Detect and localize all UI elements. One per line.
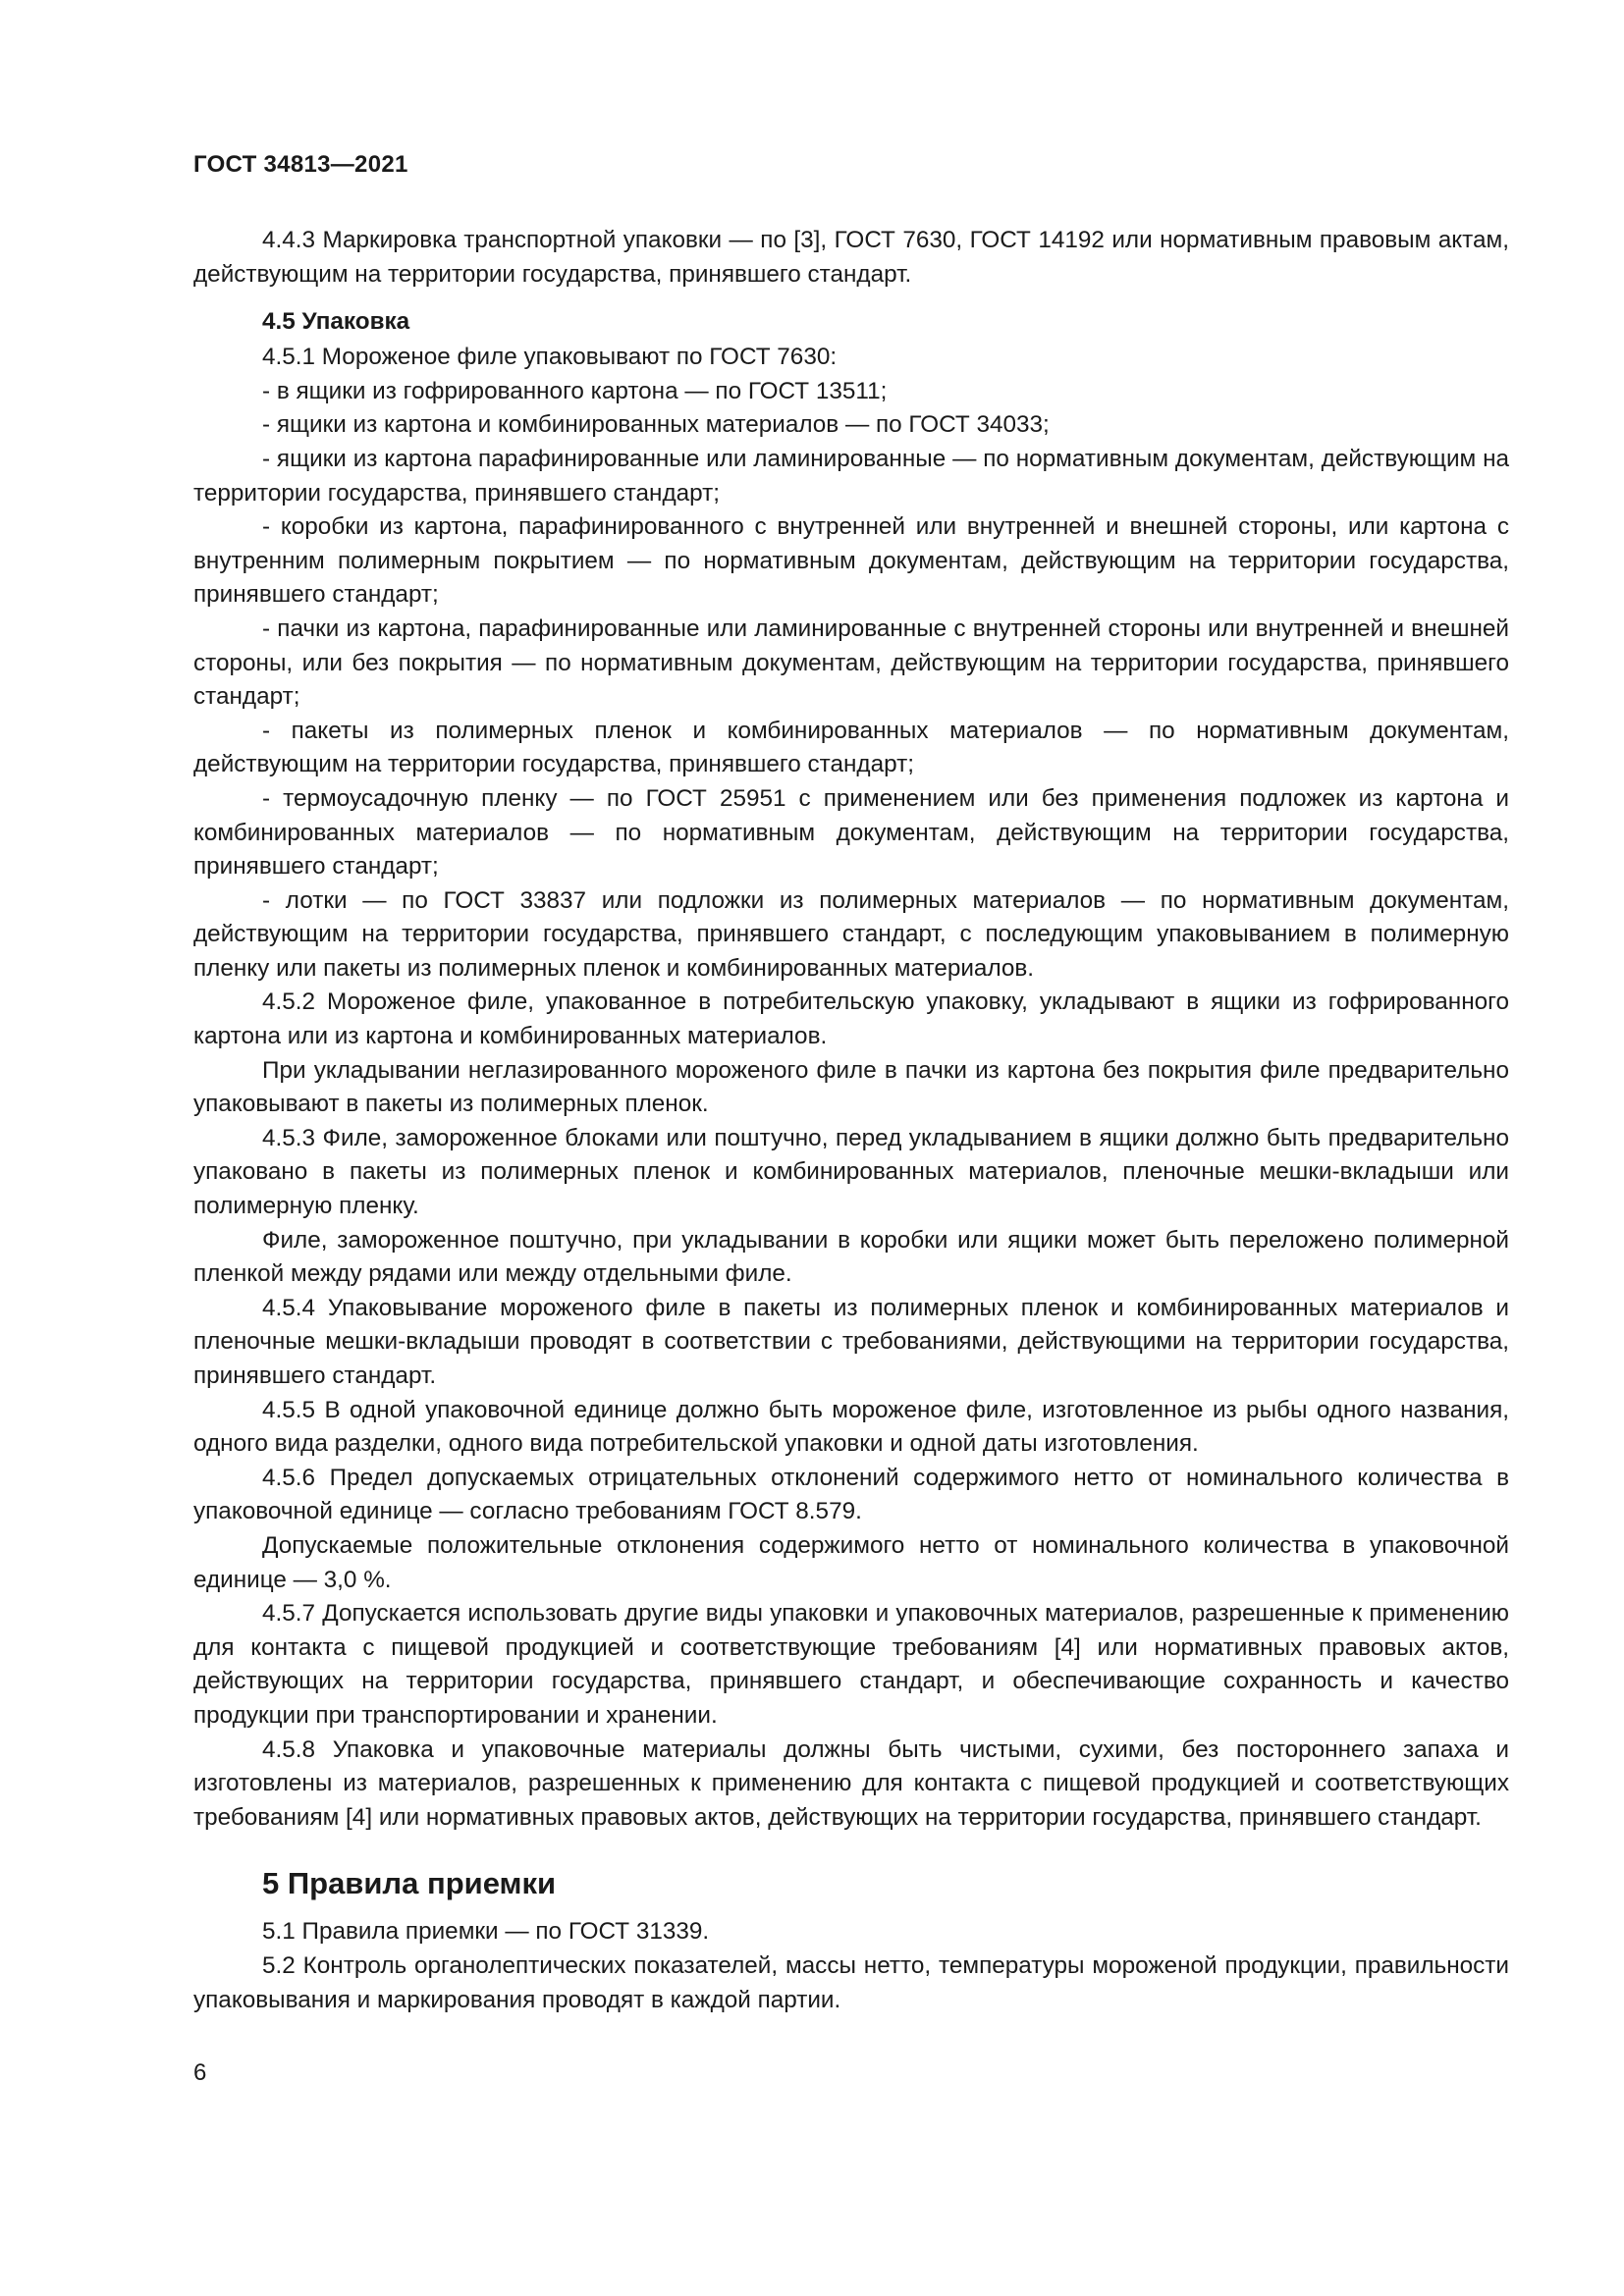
- paragraph: При укладывании неглазированного мороженого филе в пачки из картона без покрытия филе предварительно упаковывают в пакеты из полимерных пленок.: [193, 1056, 1509, 1118]
- paragraph: Допускаемые положительные отклонения содержимого нетто от номинального количества в упаковочной единице — 3,0 %.: [193, 1531, 1509, 1593]
- list-item: - пачки из картона, парафинированные или ламинированные с внутренней стороны или внутренней и внешней стороны, или без покрытия — по нормативным документам, действующим на территории государства, принявшего стандарт;: [193, 614, 1509, 711]
- paragraph: Филе, замороженное поштучно, при укладывании в коробки или ящики может быть переложено полимерной пленкой между рядами или между отдельными филе.: [193, 1226, 1509, 1288]
- section-heading-5: 5 Правила приемки: [262, 1866, 557, 1901]
- document-body: [193, 224, 1509, 2017]
- document-header: ГОСТ 34813—2021: [193, 151, 408, 178]
- list-item: - термоусадочную пленку — по ГОСТ 25951 с применением или без применения подложек из картона и комбинированных материалов — по нормативным документам, действующим на территории государства, принявшего стандарт;: [193, 784, 1509, 881]
- list-item: - в ящики из гофрированного картона — по ГОСТ 13511;: [262, 377, 888, 404]
- paragraph-4-5-2: 4.5.2 Мороженое филе, упакованное в потребительскую упаковку, укладывают в ящики из гофрированного картона или из картона и комбинированных материалов.: [193, 988, 1509, 1050]
- paragraph-4-5-5: 4.5.5 В одной упаковочной единице должно быть мороженое филе, изготовленное из рыбы одного названия, одного вида разделки, одного вида потребительской упаковки и одной даты изготовления.: [193, 1396, 1509, 1458]
- paragraph-5-1: 5.1 Правила приемки — по ГОСТ 31339.: [262, 1918, 710, 1946]
- section-heading-4-5: 4.5 Упаковка: [262, 308, 410, 336]
- paragraph-4-5-4: 4.5.4 Упаковывание мороженого филе в пакеты из полимерных пленок и комбинированных материалов и пленочные мешки-вкладыши проводят в соответствии с требованиями, действующими на территории государства, принявшего стандарт.: [193, 1294, 1509, 1389]
- paragraph-5-2: 5.2 Контроль органолептических показателей, массы нетто, температуры мороженой продукции, правильности упаковывания и маркирования проводят в каждой партии.: [193, 1951, 1509, 2013]
- list-item: - пакеты из полимерных пленок и комбинированных материалов — по нормативным документам, действующим на территории государства, принявшего стандарт;: [193, 717, 1509, 778]
- list-item: - коробки из картона, парафинированного с внутренней или внутренней и внешней стороны, или картона с внутренним полимерным покрытием — по нормативным документам, действующим на территории государства, принявшего стандарт;: [193, 513, 1509, 609]
- paragraph-4-5-6: 4.5.6 Предел допускаемых отрицательных отклонений содержимого нетто от номинального количества в упаковочной единице — согласно требованиям ГОСТ 8.579.: [193, 1464, 1509, 1525]
- paragraph-4-5-8: 4.5.8 Упаковка и упаковочные материалы должны быть чистыми, сухими, без постороннего запаха и изготовлены из материалов, разрешенных к применению для контакта с пищевой продукцией и соответствующих требованиям [4] или нормативных правовых актов, действующих на территории государства, принявшего стандарт.: [193, 1735, 1509, 1831]
- page-number: 6: [193, 2059, 207, 2086]
- paragraph-4-5-7: 4.5.7 Допускается использовать другие виды упаковки и упаковочных материалов, разрешенные к применению для контакта с пищевой продукцией и соответствующие требованиям [4] или нормативных правовых актов, действующих на территории государства, принявшего стандарт, и обеспечивающие сохранность и качество продукции при транспортировании и хранении.: [193, 1600, 1509, 1729]
- paragraph-4-5-3: 4.5.3 Филе, замороженное блоками или поштучно, перед укладыванием в ящики должно быть предварительно упаковано в пакеты из полимерных пленок и комбинированных материалов, пленочные мешки-вкладыши или полимерную пленку.: [193, 1124, 1509, 1220]
- list-item: - ящики из картона парафинированные или ламинированные — по нормативным документам, действующим на территории государства, принявшего стандарт;: [193, 445, 1509, 507]
- list-item: - ящики из картона и комбинированных материалов — по ГОСТ 34033;: [262, 411, 1050, 439]
- list-item: - лотки — по ГОСТ 33837 или подложки из полимерных материалов — по нормативным документам, действующим на территории государства, принявшего стандарт, с последующим упаковыванием в полимерную пленку или пакеты из полимерных пленок и комбинированных материалов.: [193, 886, 1509, 982]
- paragraph-4-5-1: 4.5.1 Мороженое филе упаковывают по ГОСТ 7630:: [262, 344, 838, 371]
- paragraph-4-4-3: 4.4.3 Маркировка транспортной упаковки — по [3], ГОСТ 7630, ГОСТ 14192 или нормативным правовым актам, действующим на территории государства, принявшего стандарт.: [193, 227, 1509, 288]
